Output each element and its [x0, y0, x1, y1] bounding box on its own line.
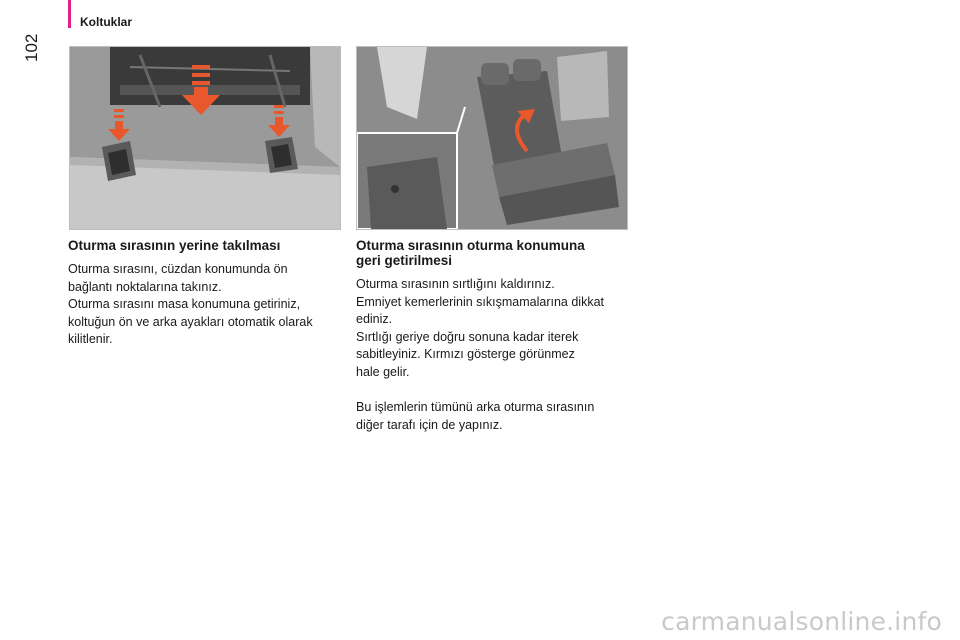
restore-seating-line: ediniz. — [356, 312, 393, 326]
section-title: Koltuklar — [80, 15, 133, 29]
restore-seating-line: Sırtlığı geriye doğru sonuna kadar iterek — [356, 329, 579, 344]
restore-seating-heading — [356, 238, 632, 268]
rear-seat-illustration — [356, 46, 628, 230]
other-side-note-line: Bu işlemlerin tümünü arka oturma sırasının — [356, 400, 595, 414]
restore-seating-section — [356, 238, 632, 434]
restore-seating-heading-line: geri getirilmesi — [356, 253, 453, 268]
restore-seating-line: hale gelir. — [356, 364, 410, 379]
install-bench-line: Oturma sırasını, cüzdan konumunda ön — [68, 262, 288, 276]
seat-anchor-illustration — [69, 46, 341, 230]
paragraph-spacer — [356, 381, 632, 399]
page-number: 102 — [22, 33, 41, 62]
restore-seating-line: Emniyet kemerlerinin sıkışmamalarına dikkat — [356, 294, 604, 309]
restore-seating-heading-line: Oturma sırasının oturma konumuna — [356, 238, 585, 253]
install-bench-line: bağlantı noktalarına takınız. — [68, 279, 222, 294]
install-bench-heading: Oturma sırasının yerine takılması — [68, 238, 281, 253]
restore-seating-line: sabitleyiniz. Kırmızı gösterge görünmez — [356, 347, 575, 361]
install-bench-line: Oturma sırasını masa konumuna getiriniz, — [68, 297, 301, 311]
install-bench-section — [68, 238, 340, 349]
section-accent-bar — [68, 0, 71, 28]
other-side-note-line: diğer tarafı için de yapınız. — [356, 417, 503, 432]
restore-seating-line: Oturma sırasının sırtlığını kaldırınız. — [356, 277, 555, 291]
install-bench-line: koltuğun ön ve arka ayakları otomatik olarak — [68, 314, 313, 329]
install-bench-line: kilitlenir. — [68, 332, 113, 346]
watermark-text: carmanualsonline.info — [661, 607, 942, 636]
